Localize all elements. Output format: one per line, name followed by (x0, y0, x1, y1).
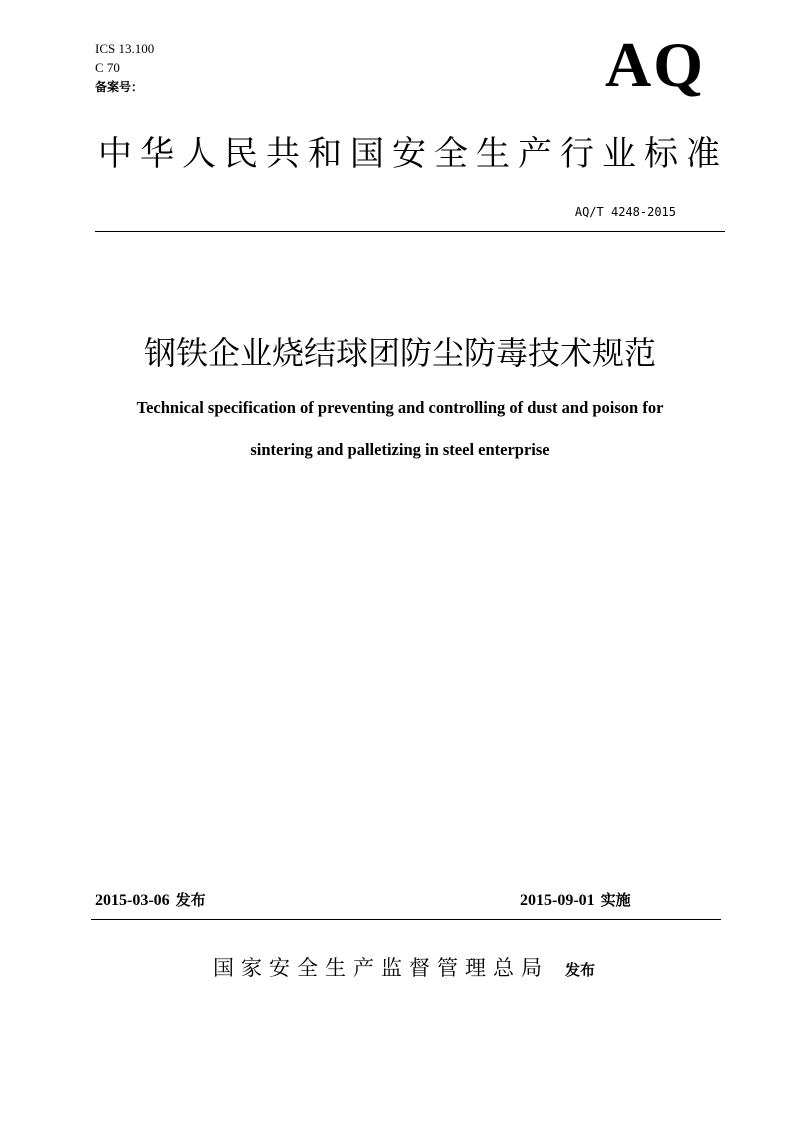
ccs-code: C 70 (95, 60, 120, 75)
publisher-row (213, 953, 595, 983)
bottom-divider (91, 919, 721, 920)
standard-mark-logo: AQ (605, 29, 705, 100)
top-divider (95, 231, 725, 232)
ics-code: ICS 13.100 (95, 41, 155, 56)
issue-date-row (95, 889, 206, 912)
document-title-chinese: 钢铁企业烧结球团防尘防毒技术规范 (143, 334, 656, 372)
publisher-name: 国家安全生产监督管理总局 (213, 956, 549, 980)
implementation-date: 2015-09-01 (520, 892, 595, 909)
document-title-english-line2: sintering and palletizing in steel enterprise (250, 440, 550, 459)
publish-label: 发布 (565, 961, 596, 979)
implementation-label: 实施 (600, 891, 631, 909)
standard-code: AQ/T 4248-2015 (574, 205, 676, 219)
issue-label: 发布 (175, 891, 206, 909)
document-title-english-line1: Technical specification of preventing and controlling of dust and poison for (136, 398, 664, 417)
implementation-date-row (520, 889, 631, 912)
standard-category-title: 中华人民共和国安全生产行业标准 (98, 134, 728, 174)
record-number-label: 备案号： (95, 80, 144, 94)
issue-date: 2015-03-06 (95, 892, 170, 909)
